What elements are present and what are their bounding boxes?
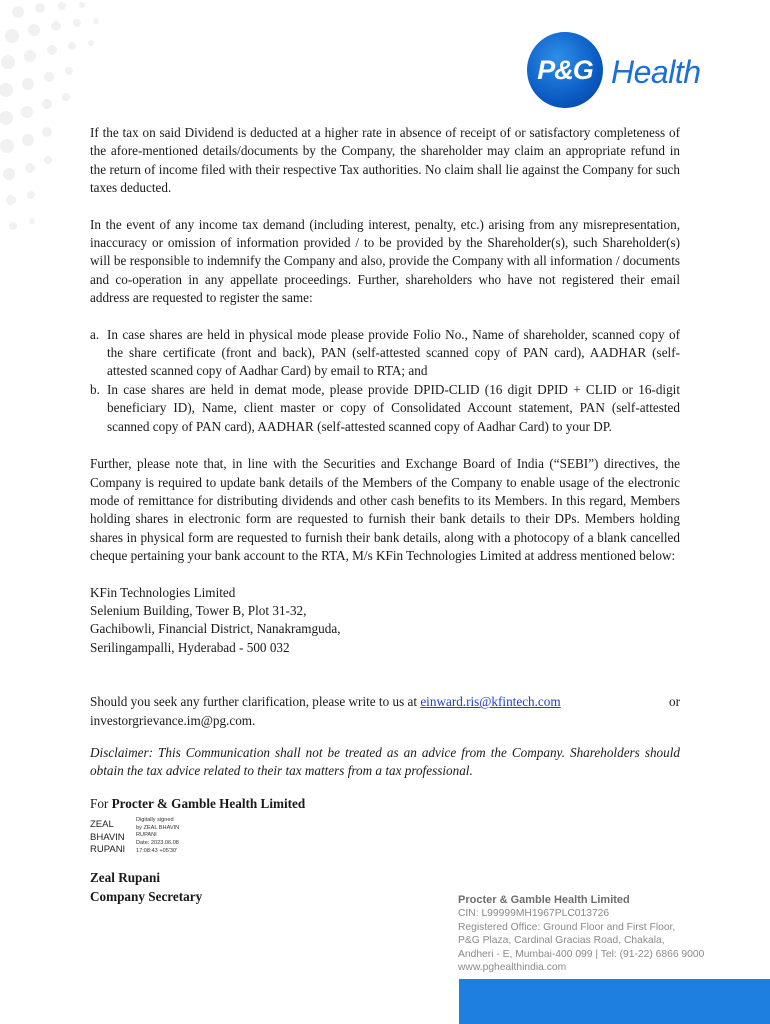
list-marker: b. [90, 381, 100, 397]
address-line: Serilingampalli, Hyderabad - 500 032 [90, 639, 290, 655]
signatory-title: Company Secretary [90, 888, 203, 904]
disclaimer: Disclaimer: This Communication shall not be treated as an advice from the Company. Shareholders should obtain the tax advice related to their tax matters from a tax professional. [90, 744, 680, 779]
digital-signature [90, 817, 680, 859]
footer-cin: CIN: L99999MH1967PLC013726 [458, 908, 610, 920]
list-item-text: In case shares are held in physical mode please provide Folio No., Name of shareholder, scanned copy of the share certificate (front and back), PAN (self-attested scanned copy of PAN card), AADHAR (self-attested scanned copy of Aadhar Card) by email to RTA; and [107, 326, 680, 379]
footer-company-details [458, 894, 758, 974]
address-line: KFin Technologies Limited [90, 584, 236, 600]
footer-office-line: Andheri - E, Mumbai-400 099 | Tel: (91-22) 6866 9000 [458, 948, 705, 960]
letter-body [90, 124, 680, 906]
signature-stamp: Digitally signed by ZEAL BHAVIN RUPANI Date: 2023.06.08 17:08:43 +05'30' [136, 817, 180, 854]
signatory-name: Zeal Rupani [90, 870, 160, 886]
health-logo-word: Health [611, 54, 701, 90]
rta-email-link[interactable]: einward.ris@kfintech.com [420, 694, 561, 710]
investor-email: investorgrievance.im@pg.com. [90, 712, 256, 728]
contact-paragraph [90, 693, 680, 730]
footer-website: www.pghealthindia.com [458, 962, 567, 974]
list-marker: a. [90, 326, 100, 342]
company-name: Procter & Gamble Health Limited [111, 795, 306, 811]
footer-accent-bar [459, 979, 770, 1024]
rta-address [90, 584, 680, 658]
list-item [90, 326, 680, 381]
pg-logo-mark: P&G [527, 32, 603, 108]
paragraph-indemnity: In the event of any income tax demand (including interest, penalty, etc.) arising from any misrepresentation, inaccuracy or omission of information provided / to be provided by the Shareholder(s), such Shareholder(s) will be responsible to indemnify the Company and also, provide the Company with all information / documents and co-operation in any appellate proceedings. Further, shareholders who have not registered their email address are requested to register the same: [90, 216, 680, 306]
footer-office-line: Registered Office: Ground Floor and First Floor, [458, 921, 676, 933]
registration-list [90, 326, 680, 436]
for-company-line: For Procter & Gamble Health Limited [90, 795, 306, 811]
pg-health-logo [527, 32, 727, 112]
paragraph-sebi-directive: Further, please note that, in line with the Securities and Exchange Board of India (“SEBI”) directives, the Company is required to update bank details of the Members of the Company to enable usage of the electronic mode of remittance for distributing dividends and other cash benefits to its Members. In this regard, Members holding shares in electronic form are requested to furnish their bank details to their DPs. Members holding shares in physical form are requested to furnish their bank details, along with a photocopy of a blank cancelled cheque pertaining your bank account to the RTA, M/s KFin Technologies Limited at address mentioned below: [90, 456, 680, 564]
contact-text: Should you seek any further clarification, please write to us at einward.ris@kfintech.com [90, 694, 561, 710]
address-line: Gachibowli, Financial District, Nanakramguda, [90, 621, 341, 637]
paragraph-tax-refund: If the tax on said Dividend is deducted at a higher rate in absence of receipt of or satisfactory completeness of the afore-mentioned details/documents by the Company, the shareholder may claim an appropriate refund in the return of income filed with their respective Tax authorities. No claim shall lie against the Company for such taxes deducted. [90, 125, 680, 196]
list-item-text: In case shares are held in demat mode, please provide DPID-CLID (16 digit DPID + CLID or 16-digit beneficiary ID), Name, client master or copy of Consolidated Account statement, PAN (self-attested scanned copy of PAN card), AADHAR (self-attested scanned copy of Aadhar Card) to your DP. [107, 381, 680, 434]
footer-office-line: P&G Plaza, Cardinal Gracias Road, Chakala, [458, 935, 665, 947]
signer-name-block: ZEAL BHAVIN RUPANI [90, 819, 126, 856]
list-item [90, 381, 680, 436]
address-line: Selenium Building, Tower B, Plot 31-32, [90, 602, 307, 618]
footer-company: Procter & Gamble Health Limited [458, 894, 630, 906]
contact-or: or [669, 694, 680, 710]
